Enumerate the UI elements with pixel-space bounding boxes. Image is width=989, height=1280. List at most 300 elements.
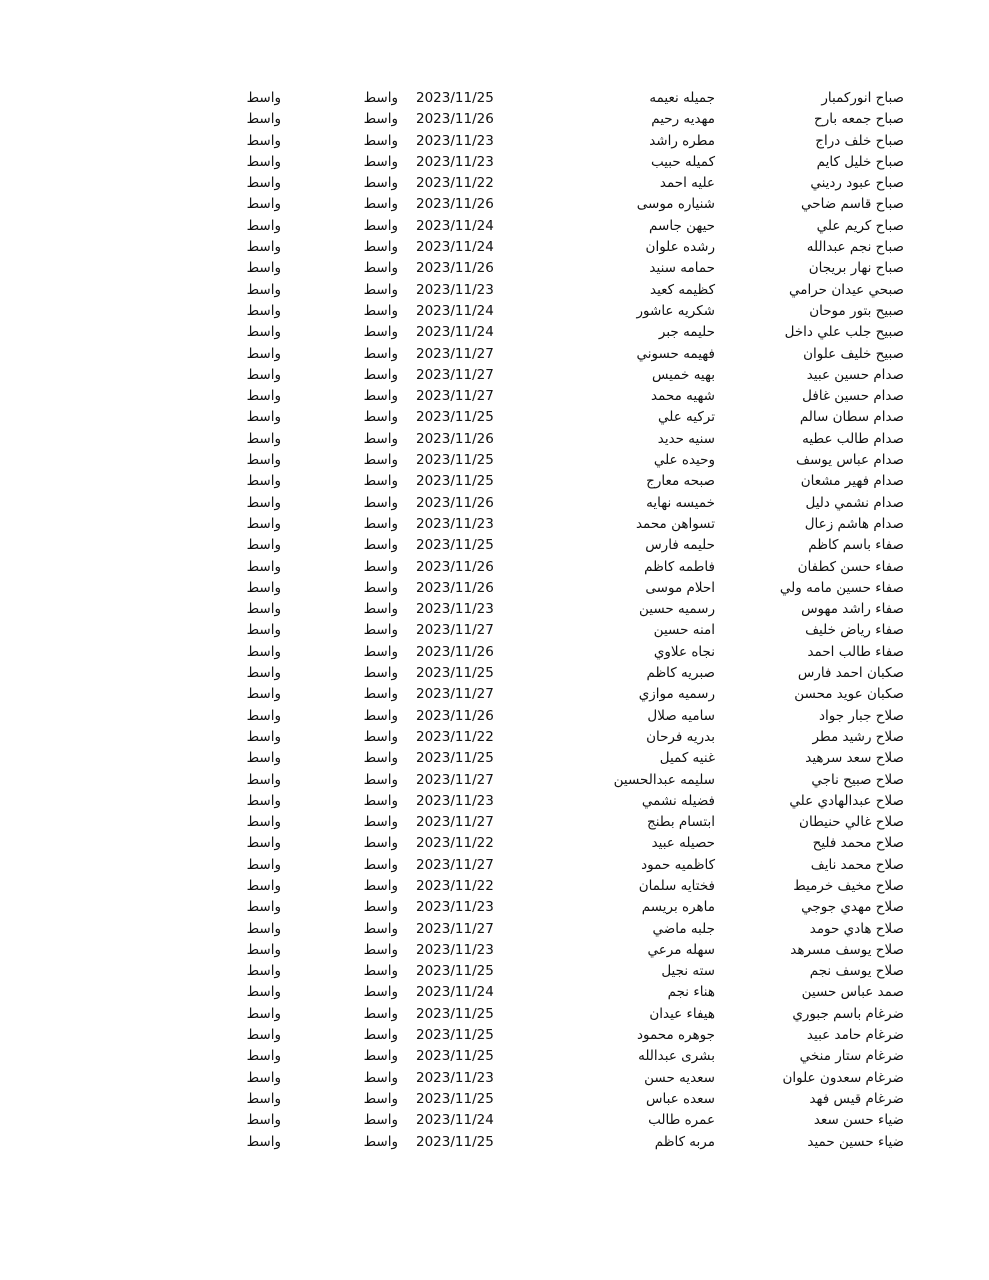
mother-name: شهيه محمد <box>651 388 715 405</box>
person-name: صدام فهير مشعان <box>800 473 904 490</box>
list-item <box>0 663 989 684</box>
list-item <box>0 514 989 535</box>
list-item <box>0 748 989 769</box>
person-name: صلاح مخيف خرميط <box>793 877 904 894</box>
mother-name: سنيه حديد <box>657 430 715 447</box>
mother-name: سليمه عبدالحسين <box>613 771 715 788</box>
person-name: صباح جمعه بارح <box>814 111 904 128</box>
person-name: صدام حسين عبيد <box>806 366 904 383</box>
record-date: 2023/11/26 <box>416 707 494 724</box>
list-item <box>0 1025 989 1046</box>
record-date: 2023/11/25 <box>416 1048 494 1065</box>
person-name: صبيح خليف علوان <box>803 345 904 362</box>
mother-name: ماهره بريسم <box>641 899 715 916</box>
record-date: 2023/11/23 <box>416 515 494 532</box>
province: واسط <box>246 281 281 298</box>
person-name: صلاح سعد سرهيد <box>805 750 904 767</box>
governorate: واسط <box>363 728 398 745</box>
governorate: واسط <box>363 941 398 958</box>
person-name: صدام عباس يوسف <box>796 452 904 469</box>
mother-name: رسميه حسين <box>639 601 715 618</box>
province: واسط <box>246 984 281 1001</box>
record-date: 2023/11/25 <box>416 537 494 554</box>
person-name: صلاح يوسف مسرهد <box>790 941 904 958</box>
record-date: 2023/11/22 <box>416 877 494 894</box>
record-date: 2023/11/23 <box>416 281 494 298</box>
list-item <box>0 450 989 471</box>
person-name: صفاء حسين مامه ولي <box>779 579 904 596</box>
province: واسط <box>246 963 281 980</box>
person-name: صلاح مهدي جوجي <box>801 899 904 916</box>
list-item <box>0 429 989 450</box>
record-date: 2023/11/23 <box>416 1069 494 1086</box>
governorate: واسط <box>363 175 398 192</box>
record-date: 2023/11/24 <box>416 324 494 341</box>
province: واسط <box>246 388 281 405</box>
province: واسط <box>246 558 281 575</box>
record-date: 2023/11/27 <box>416 622 494 639</box>
person-name: صدام نشمي دليل <box>805 494 904 511</box>
list-item <box>0 344 989 365</box>
governorate: واسط <box>363 217 398 234</box>
governorate: واسط <box>363 771 398 788</box>
governorate: واسط <box>363 111 398 128</box>
province: واسط <box>246 260 281 277</box>
governorate: واسط <box>363 515 398 532</box>
province: واسط <box>246 430 281 447</box>
province: واسط <box>246 771 281 788</box>
record-date: 2023/11/24 <box>416 302 494 319</box>
list-item <box>0 1089 989 1110</box>
list-item <box>0 919 989 940</box>
province: واسط <box>246 941 281 958</box>
list-item <box>0 684 989 705</box>
person-name: صلاح محمد نايف <box>810 856 904 873</box>
list-item <box>0 152 989 173</box>
governorate: واسط <box>363 345 398 362</box>
governorate: واسط <box>363 1133 398 1150</box>
list-item <box>0 365 989 386</box>
person-name: ضياء حسين حميد <box>807 1133 904 1150</box>
record-date: 2023/11/26 <box>416 111 494 128</box>
province: واسط <box>246 153 281 170</box>
province: واسط <box>246 601 281 618</box>
governorate: واسط <box>363 920 398 937</box>
record-date: 2023/11/27 <box>416 814 494 831</box>
mother-name: شكريه عاشور <box>636 302 715 319</box>
mother-name: غنيه كميل <box>659 750 715 767</box>
list-item <box>0 940 989 961</box>
mother-name: رشده علوان <box>645 239 715 256</box>
person-name: صلاح هادي حومد <box>809 920 904 937</box>
province: واسط <box>246 324 281 341</box>
governorate: واسط <box>363 153 398 170</box>
person-name: صدام حسين غافل <box>802 388 904 405</box>
record-date: 2023/11/27 <box>416 388 494 405</box>
governorate: واسط <box>363 409 398 426</box>
governorate: واسط <box>363 132 398 149</box>
governorate: واسط <box>363 579 398 596</box>
person-name: صباح نجم عبدالله <box>806 239 904 256</box>
list-item <box>0 897 989 918</box>
mother-name: امنه حسين <box>653 622 715 639</box>
list-item <box>0 876 989 897</box>
province: واسط <box>246 1005 281 1022</box>
record-date: 2023/11/27 <box>416 771 494 788</box>
list-item <box>0 855 989 876</box>
record-date: 2023/11/24 <box>416 239 494 256</box>
governorate: واسط <box>363 665 398 682</box>
mother-name: فاطمه كاظم <box>644 558 715 575</box>
list-item <box>0 599 989 620</box>
governorate: واسط <box>363 196 398 213</box>
list-item <box>0 982 989 1003</box>
province: واسط <box>246 1069 281 1086</box>
mother-name: جميله نعيمه <box>649 90 715 106</box>
governorate: واسط <box>363 1090 398 1107</box>
list-item <box>0 258 989 279</box>
mother-name: فضيله نشمي <box>641 792 715 809</box>
governorate: واسط <box>363 792 398 809</box>
province: واسط <box>246 90 281 106</box>
province: واسط <box>246 814 281 831</box>
province: واسط <box>246 302 281 319</box>
mother-name: عمره طالب <box>648 1112 715 1129</box>
record-date: 2023/11/26 <box>416 260 494 277</box>
mother-name: هناء نجم <box>667 984 715 1001</box>
record-date: 2023/11/25 <box>416 665 494 682</box>
province: واسط <box>246 452 281 469</box>
record-date: 2023/11/26 <box>416 196 494 213</box>
list-item <box>0 280 989 301</box>
province: واسط <box>246 1112 281 1129</box>
record-date: 2023/11/26 <box>416 558 494 575</box>
list-item <box>0 407 989 428</box>
mother-name: بشرى عبدالله <box>638 1048 715 1065</box>
record-date: 2023/11/25 <box>416 750 494 767</box>
person-name: صفاء حسن كطفان <box>797 558 904 575</box>
record-date: 2023/11/25 <box>416 1027 494 1044</box>
province: واسط <box>246 345 281 362</box>
province: واسط <box>246 132 281 149</box>
list-item <box>0 578 989 599</box>
mother-name: مهديه رحيم <box>651 111 715 128</box>
province: واسط <box>246 622 281 639</box>
mother-name: تركيه علي <box>657 409 715 426</box>
record-date: 2023/11/22 <box>416 175 494 192</box>
province: واسط <box>246 877 281 894</box>
person-name: صلاح عبدالهادي علي <box>789 792 904 809</box>
list-item <box>0 557 989 578</box>
mother-name: كميله حبيب <box>650 153 715 170</box>
mother-name: رسميه موازي <box>638 686 715 703</box>
mother-name: كاظميه حمود <box>641 856 715 873</box>
governorate: واسط <box>363 388 398 405</box>
governorate: واسط <box>363 430 398 447</box>
province: واسط <box>246 537 281 554</box>
list-item <box>0 961 989 982</box>
governorate: واسط <box>363 260 398 277</box>
person-name: صبيح بتور موحان <box>809 302 904 319</box>
governorate: واسط <box>363 281 398 298</box>
province: واسط <box>246 899 281 916</box>
person-name: صفاء طالب احمد <box>807 643 904 660</box>
mother-name: مربه كاظم <box>654 1133 715 1150</box>
governorate: واسط <box>363 1048 398 1065</box>
province: واسط <box>246 750 281 767</box>
list-item <box>0 194 989 215</box>
mother-name: وحيده علي <box>653 452 715 469</box>
governorate: واسط <box>363 239 398 256</box>
person-name: ضرغام باسم جبوري <box>792 1005 904 1022</box>
person-name: صباح خلف دراج <box>815 132 904 149</box>
list-item <box>0 535 989 556</box>
list-item <box>0 642 989 663</box>
governorate: واسط <box>363 686 398 703</box>
person-name: صباح كريم علي <box>816 217 904 234</box>
governorate: واسط <box>363 90 398 106</box>
person-name: صباح نهار بريجان <box>808 260 904 277</box>
record-date: 2023/11/22 <box>416 835 494 852</box>
record-date: 2023/11/25 <box>416 1005 494 1022</box>
record-date: 2023/11/24 <box>416 217 494 234</box>
person-name: صبيح جلب علي داخل <box>784 324 904 341</box>
province: واسط <box>246 515 281 532</box>
governorate: واسط <box>363 622 398 639</box>
governorate: واسط <box>363 856 398 873</box>
province: واسط <box>246 920 281 937</box>
list-item <box>0 620 989 641</box>
mother-name: نجاه علاوي <box>653 643 715 660</box>
record-date: 2023/11/25 <box>416 90 494 106</box>
list-item <box>0 131 989 152</box>
province: واسط <box>246 111 281 128</box>
person-name: صباح خليل كايم <box>816 153 904 170</box>
mother-name: ساميه صلال <box>647 707 715 724</box>
governorate: واسط <box>363 963 398 980</box>
person-name: صلاح صبيح ناجي <box>811 771 904 788</box>
mother-name: بهيه خميس <box>651 366 715 383</box>
list-item <box>0 1004 989 1025</box>
governorate: واسط <box>363 1069 398 1086</box>
person-name: صفاء راشد مهوس <box>801 601 904 618</box>
record-date: 2023/11/25 <box>416 1133 494 1150</box>
province: واسط <box>246 579 281 596</box>
province: واسط <box>246 1090 281 1107</box>
mother-name: شنياره موسى <box>636 196 715 213</box>
province: واسط <box>246 835 281 852</box>
governorate: واسط <box>363 302 398 319</box>
province: واسط <box>246 1048 281 1065</box>
province: واسط <box>246 728 281 745</box>
province: واسط <box>246 1027 281 1044</box>
mother-name: صبحه معارج <box>646 473 715 490</box>
governorate: واسط <box>363 814 398 831</box>
governorate: واسط <box>363 1112 398 1129</box>
record-date: 2023/11/25 <box>416 452 494 469</box>
mother-name: هيفاء عيدان <box>649 1005 715 1022</box>
record-date: 2023/11/27 <box>416 856 494 873</box>
province: واسط <box>246 409 281 426</box>
list-item <box>0 237 989 258</box>
mother-name: حيهن جاسم <box>649 217 715 234</box>
mother-name: تسواهن محمد <box>635 515 715 532</box>
list-item <box>0 301 989 322</box>
list-item <box>0 812 989 833</box>
record-date: 2023/11/26 <box>416 430 494 447</box>
province: واسط <box>246 473 281 490</box>
list-item <box>0 833 989 854</box>
province: واسط <box>246 665 281 682</box>
province: واسط <box>246 217 281 234</box>
record-date: 2023/11/25 <box>416 1090 494 1107</box>
record-date: 2023/11/25 <box>416 409 494 426</box>
record-date: 2023/11/24 <box>416 984 494 1001</box>
governorate: واسط <box>363 707 398 724</box>
record-date: 2023/11/23 <box>416 792 494 809</box>
person-name: صلاح رشيد مطر <box>812 728 904 745</box>
record-date: 2023/11/23 <box>416 153 494 170</box>
person-name: ضرغام سعدون علوان <box>782 1069 904 1086</box>
record-date: 2023/11/25 <box>416 473 494 490</box>
list-item <box>0 173 989 194</box>
record-date: 2023/11/23 <box>416 941 494 958</box>
list-item <box>0 109 989 130</box>
person-name: ضرغام قيس فهد <box>809 1090 904 1107</box>
person-name: ضرغام ستار منخي <box>799 1048 904 1065</box>
person-name: صكبان احمد فارس <box>797 665 904 682</box>
mother-name: سعده عباس <box>646 1090 715 1107</box>
mother-name: كظيمه كعيد <box>649 281 715 298</box>
governorate: واسط <box>363 984 398 1001</box>
governorate: واسط <box>363 558 398 575</box>
record-date: 2023/11/22 <box>416 728 494 745</box>
list-item <box>0 88 989 109</box>
list-item <box>0 471 989 492</box>
mother-name: فهيمه حسوني <box>636 345 715 362</box>
mother-name: حمامه سنيد <box>649 260 715 277</box>
record-date: 2023/11/24 <box>416 1112 494 1129</box>
list-item <box>0 322 989 343</box>
person-name: صباح انوركمبار <box>821 90 904 106</box>
person-name: صباح عبود رديني <box>810 175 904 192</box>
governorate: واسط <box>363 1027 398 1044</box>
person-name: صبحي عيدان حرامي <box>789 281 904 298</box>
record-date: 2023/11/23 <box>416 132 494 149</box>
person-name: ضياء حسن سعد <box>813 1112 904 1129</box>
record-date: 2023/11/26 <box>416 643 494 660</box>
governorate: واسط <box>363 835 398 852</box>
mother-name: حصيله عبيد <box>651 835 715 852</box>
province: واسط <box>246 856 281 873</box>
list-item <box>0 216 989 237</box>
person-name: صكبان عويد محسن <box>794 686 904 703</box>
person-name: صفاء رياض خليف <box>805 622 904 639</box>
list-item <box>0 1046 989 1067</box>
mother-name: حليمه جبر <box>658 324 715 341</box>
governorate: واسط <box>363 877 398 894</box>
list-item <box>0 1132 989 1153</box>
province: واسط <box>246 1133 281 1150</box>
list-item <box>0 1068 989 1089</box>
person-name: ضرغام حامد عبيد <box>806 1027 904 1044</box>
province: واسط <box>246 196 281 213</box>
person-name: صفاء باسم كاظم <box>808 537 904 554</box>
mother-name: جلبه ماضي <box>652 920 715 937</box>
mother-name: ابتسام بطنج <box>646 814 715 831</box>
list-item <box>0 1110 989 1131</box>
list-item <box>0 727 989 748</box>
list-item <box>0 770 989 791</box>
mother-name: خميسه نهايه <box>646 494 715 511</box>
person-name: صمد عباس حسين <box>801 984 904 1001</box>
mother-name: جوهره محمود <box>637 1027 715 1044</box>
record-date: 2023/11/27 <box>416 686 494 703</box>
governorate: واسط <box>363 643 398 660</box>
province: واسط <box>246 686 281 703</box>
person-name: صدام سطان سالم <box>799 409 904 426</box>
mother-name: سته نجيل <box>661 963 715 980</box>
governorate: واسط <box>363 366 398 383</box>
governorate: واسط <box>363 899 398 916</box>
mother-name: فختايه سلمان <box>638 877 715 894</box>
province: واسط <box>246 175 281 192</box>
record-date: 2023/11/26 <box>416 579 494 596</box>
province: واسط <box>246 366 281 383</box>
person-name: صلاح يوسف نجم <box>809 963 904 980</box>
province: واسط <box>246 707 281 724</box>
list-item <box>0 791 989 812</box>
person-name: صلاح محمد فليح <box>812 835 904 852</box>
person-name: صلاح غالي حنيطان <box>799 814 904 831</box>
record-date: 2023/11/27 <box>416 345 494 362</box>
mother-name: مطره راشد <box>649 132 715 149</box>
governorate: واسط <box>363 494 398 511</box>
record-date: 2023/11/26 <box>416 494 494 511</box>
list-item <box>0 386 989 407</box>
province: واسط <box>246 494 281 511</box>
record-date: 2023/11/23 <box>416 899 494 916</box>
mother-name: سعديه حسن <box>644 1069 715 1086</box>
mother-name: بدريه فرحان <box>646 728 715 745</box>
person-name: صباح قاسم ضاحي <box>801 196 904 213</box>
record-date: 2023/11/25 <box>416 963 494 980</box>
mother-name: صبريه كاظم <box>646 665 715 682</box>
province: واسط <box>246 643 281 660</box>
governorate: واسط <box>363 452 398 469</box>
mother-name: سهله مرعي <box>647 941 715 958</box>
mother-name: عليه احمد <box>659 175 715 192</box>
governorate: واسط <box>363 537 398 554</box>
governorate: واسط <box>363 601 398 618</box>
list-item <box>0 706 989 727</box>
governorate: واسط <box>363 750 398 767</box>
governorate: واسط <box>363 324 398 341</box>
record-date: 2023/11/27 <box>416 920 494 937</box>
records-list <box>0 88 989 1153</box>
mother-name: احلام موسى <box>645 579 715 596</box>
governorate: واسط <box>363 1005 398 1022</box>
person-name: صلاح جبار جواد <box>819 707 904 724</box>
record-date: 2023/11/23 <box>416 601 494 618</box>
mother-name: حليمه فارس <box>645 537 715 554</box>
province: واسط <box>246 239 281 256</box>
record-date: 2023/11/27 <box>416 366 494 383</box>
person-name: صدام طالب عطيه <box>802 430 904 447</box>
province: واسط <box>246 792 281 809</box>
list-item <box>0 493 989 514</box>
person-name: صدام هاشم زعال <box>804 515 904 532</box>
